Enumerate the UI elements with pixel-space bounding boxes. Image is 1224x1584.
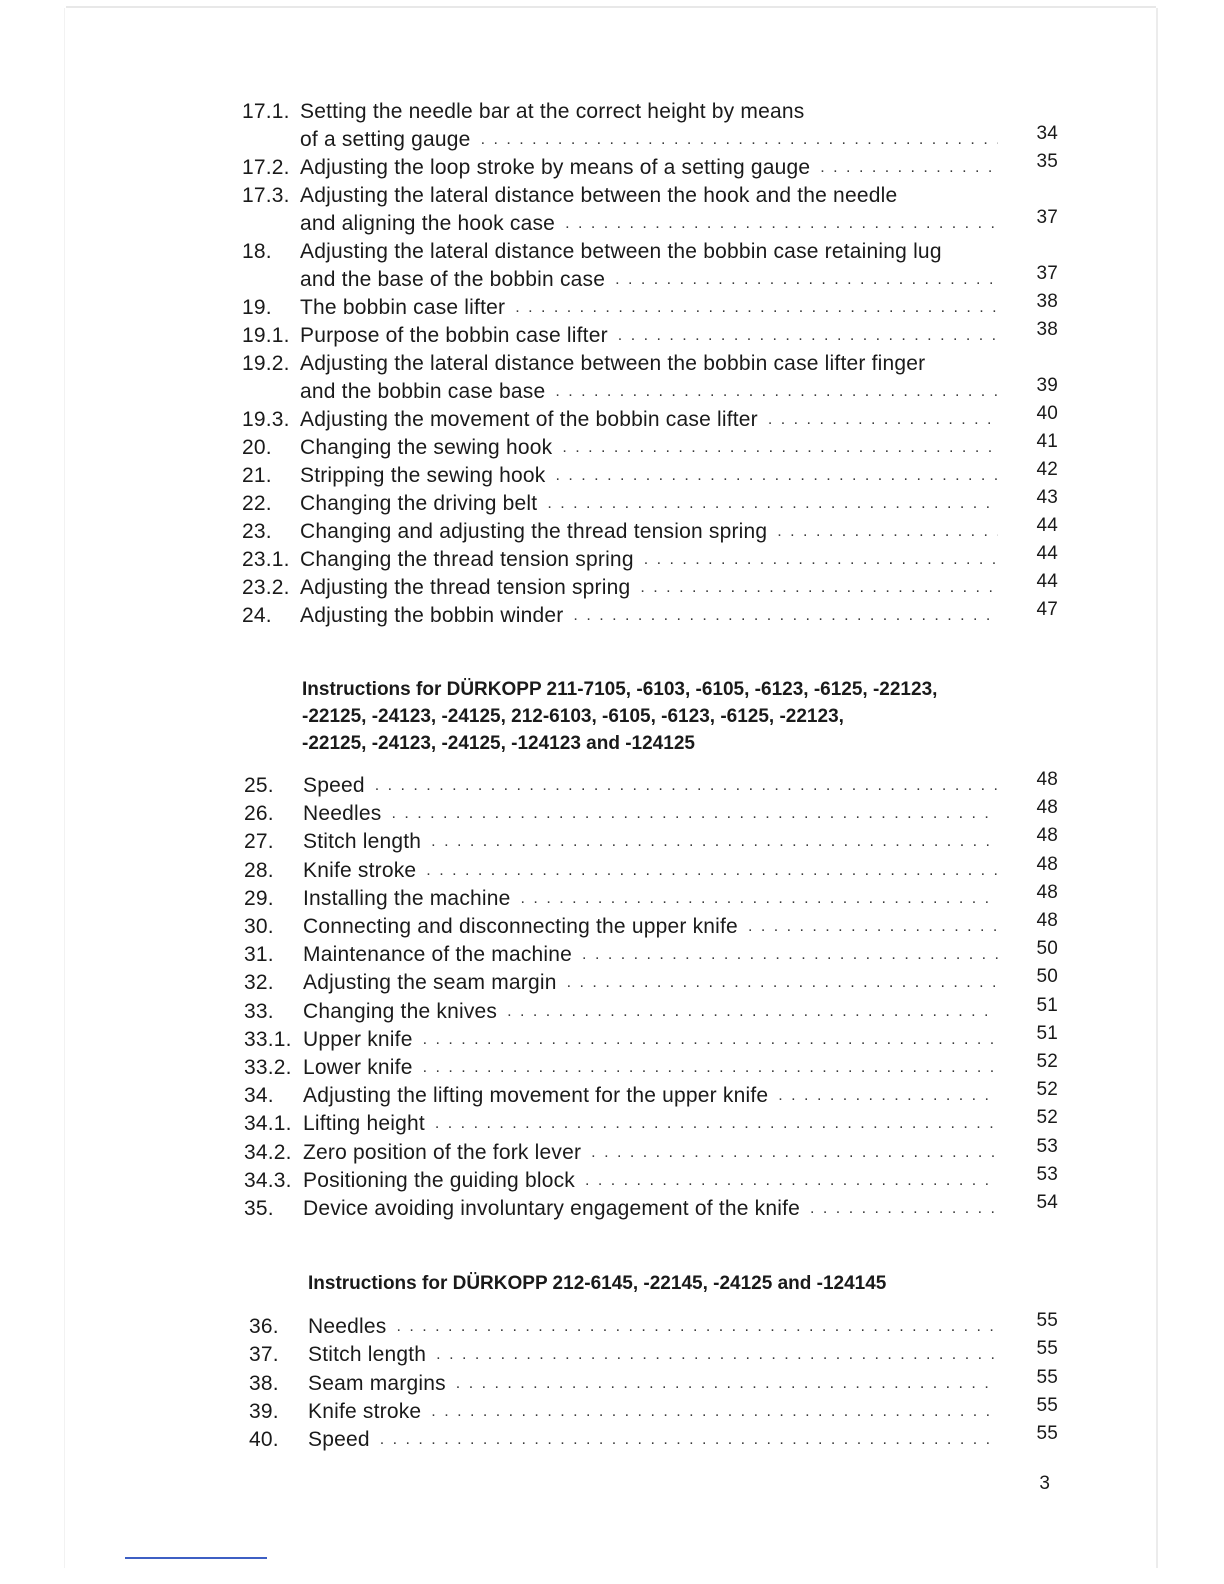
toc-entry-title: Device avoiding involuntary engagement of the knife [303, 1197, 801, 1220]
dot-leader [547, 490, 998, 518]
toc-entry-page: 37 [1036, 263, 1058, 284]
scan-edge-top [66, 6, 1156, 8]
dot-leader [618, 322, 998, 350]
toc-entry-page: 48 [1036, 910, 1058, 931]
toc-entry-number: 38. [249, 1371, 279, 1395]
toc-entry-page: 55 [1036, 1310, 1058, 1331]
toc-entry-number: 23.1. [242, 548, 290, 571]
dot-leader [423, 1026, 998, 1054]
toc-entry-page: 52 [1036, 1079, 1058, 1101]
toc-entry-page: 51 [1036, 1022, 1058, 1044]
toc-entry-page: 54 [1036, 1192, 1058, 1213]
toc-entry-number: 33.1. [244, 1027, 292, 1051]
toc-entry-page: 48 [1036, 769, 1058, 790]
toc-entry-title: Adjusting the lateral distance between the bobbin case lifter finger [300, 352, 926, 375]
toc-entry-page: 34 [1036, 123, 1058, 144]
toc-entry-page: 38 [1036, 319, 1058, 340]
dot-leader [431, 828, 998, 856]
toc-entry-title: of a setting gauge [300, 128, 471, 151]
toc-entry [0, 98, 1224, 151]
toc-entry [0, 319, 1224, 350]
toc-entry-title: Connecting and disconnecting the upper knife [303, 915, 738, 938]
dot-leader [380, 1426, 998, 1454]
toc-entry-number: 23.2. [242, 576, 290, 599]
toc-entry-page: 55 [1036, 1366, 1058, 1388]
dot-leader [591, 1139, 998, 1167]
toc-entry-title: Stripping the sewing hook [300, 464, 546, 487]
toc-entry-number: 24. [242, 604, 272, 627]
toc-entry-title: Adjusting the bobbin winder [300, 604, 564, 627]
toc-entry-page: 38 [1036, 291, 1058, 312]
toc-entry-number: 27. [244, 830, 274, 854]
dot-leader [810, 1195, 998, 1223]
toc-entry-number: 34.1. [244, 1112, 292, 1136]
dot-leader [391, 800, 998, 828]
section-heading-212-6145 [308, 1270, 1048, 1297]
toc-entry-page: 37 [1036, 207, 1058, 228]
dot-leader [565, 210, 998, 238]
dot-leader [573, 602, 998, 630]
toc-entry-title: Changing the sewing hook [300, 436, 553, 459]
toc-entry-number: 37. [249, 1343, 279, 1367]
dot-leader [436, 1341, 998, 1369]
toc-entry-number: 19. [242, 296, 272, 319]
toc-entry-page: 48 [1036, 825, 1058, 847]
toc-entry-number: 17.1. [242, 100, 290, 123]
toc-entry-page: 47 [1036, 599, 1058, 620]
toc-entry [0, 238, 1224, 291]
toc-entry-title: Changing the driving belt [300, 492, 538, 515]
toc-entry-title: Stitch length [308, 1343, 427, 1367]
dot-leader [562, 434, 998, 462]
toc-entry-page: 53 [1036, 1135, 1058, 1157]
toc-entry-number: 39. [249, 1399, 279, 1423]
dot-leader [423, 1054, 998, 1082]
toc-entry-page: 44 [1036, 543, 1058, 564]
dot-leader [644, 546, 998, 574]
toc-entry-title: Adjusting the lateral distance between the hook and the needle [300, 184, 898, 207]
toc-entry-title: Changing the knives [303, 999, 498, 1023]
heading-line: -22125, -24123, -24125, -124123 and -124125 [302, 733, 695, 754]
toc-entry-number: 21. [242, 464, 272, 487]
toc-entry-page: 55 [1036, 1423, 1058, 1445]
toc-entry-number: 18. [242, 240, 272, 263]
scan-edge-mark [125, 1557, 267, 1559]
heading-line: Instructions for DÜRKOPP 211-7105, -6103, -6105, -6123, -6125, -22123, [302, 679, 938, 700]
toc-entry-title: Purpose of the bobbin case lifter [300, 324, 608, 347]
toc-entry-number: 35. [244, 1197, 274, 1220]
toc-entry-page: 50 [1036, 938, 1058, 960]
toc-entry-number: 17.3. [242, 184, 290, 207]
dot-leader [521, 885, 998, 913]
toc-entry-title: Speed [303, 774, 365, 797]
toc-entry-page: 39 [1036, 375, 1058, 396]
toc-entry-page: 48 [1036, 797, 1058, 819]
toc-entry-title: Maintenance of the machine [303, 943, 573, 967]
dot-leader [585, 1167, 998, 1195]
toc-entry-page: 48 [1036, 853, 1058, 875]
dot-leader [555, 378, 998, 406]
toc-entry-title: and the bobbin case base [300, 380, 546, 403]
dot-leader [507, 998, 998, 1026]
toc-entry-title: Changing the thread tension spring [300, 548, 634, 571]
toc-entry-title: Needles [308, 1315, 387, 1338]
toc-entry [0, 151, 1224, 182]
toc-entry-number: 26. [244, 802, 274, 826]
dot-leader [556, 462, 999, 490]
toc-entry-title: Adjusting the lateral distance between the bobbin case retaining lug [300, 240, 942, 263]
toc-entry-title: Knife stroke [303, 858, 417, 882]
toc-entry-page: 55 [1036, 1338, 1058, 1360]
toc-entry-title: Lifting height [303, 1112, 425, 1136]
toc-entry-title: and aligning the hook case [300, 212, 556, 235]
dot-leader [748, 913, 998, 941]
toc-entry-title: Seam margins [308, 1371, 446, 1395]
toc-entry [0, 350, 1224, 403]
toc-entry-title: Adjusting the loop stroke by means of a setting gauge [300, 156, 811, 179]
dot-leader [640, 574, 998, 602]
toc-entry-page: 35 [1036, 151, 1058, 172]
toc-entry [0, 1192, 1224, 1223]
toc-entry-title: Zero position of the fork lever [303, 1140, 582, 1164]
toc-entry-title: Adjusting the movement of the bobbin case lifter [300, 408, 758, 431]
toc-entry [0, 182, 1224, 235]
toc-entry-number: 19.2. [242, 352, 290, 375]
section-heading-211-212 [302, 676, 1042, 757]
dot-leader [778, 1082, 998, 1110]
toc-entry-number: 34.2. [244, 1140, 292, 1164]
toc-entry-title: Installing the machine [303, 886, 511, 910]
toc-entry-number: 19.1. [242, 324, 290, 347]
toc-entry-page: 43 [1036, 487, 1058, 508]
toc-entry-page: 40 [1036, 403, 1058, 424]
dot-leader [777, 518, 998, 546]
dot-leader [567, 969, 998, 997]
toc-entry-page: 51 [1036, 994, 1058, 1016]
toc-entry-title: Speed [308, 1428, 370, 1452]
dot-leader [375, 772, 998, 800]
toc-entry-page: 52 [1036, 1107, 1058, 1129]
toc-entry-title: Setting the needle bar at the correct height by means [300, 100, 805, 123]
toc-entry-title: Knife stroke [308, 1399, 422, 1423]
toc-entry [0, 599, 1224, 630]
toc-entry-number: 23. [242, 520, 272, 543]
dot-leader [426, 857, 998, 885]
dot-leader [481, 126, 998, 154]
toc-entry-page: 53 [1036, 1163, 1058, 1185]
toc-entry-title: Stitch length [303, 830, 422, 854]
dot-leader [396, 1313, 998, 1341]
dot-leader [582, 941, 998, 969]
dot-leader [435, 1110, 998, 1138]
toc-entry-title: Adjusting the seam margin [303, 971, 557, 995]
toc-entry-number: 30. [244, 915, 274, 938]
dot-leader [820, 154, 998, 182]
toc-entry-number: 32. [244, 971, 274, 995]
toc-entry-number: 29. [244, 886, 274, 910]
toc-entry-title: Adjusting the lifting movement for the upper knife [303, 1084, 769, 1108]
dot-leader [431, 1398, 998, 1426]
toc-entry-title: Positioning the guiding block [303, 1168, 575, 1192]
dot-leader [615, 266, 998, 294]
toc-entry-title: Upper knife [303, 1027, 413, 1051]
toc-entry-title: Adjusting the thread tension spring [300, 576, 631, 599]
toc-entry-number: 28. [244, 858, 274, 882]
heading-line: Instructions for DÜRKOPP 212-6145, -22145, -24125 and -124145 [308, 1273, 887, 1294]
toc-entry-title: and the base of the bobbin case [300, 268, 606, 291]
toc-entry-number: 25. [244, 774, 274, 797]
toc-entry-page: 44 [1036, 515, 1058, 536]
toc-entry-title: Needles [303, 802, 382, 826]
toc-entry-number: 22. [242, 492, 272, 515]
toc-entry-page: 52 [1036, 1051, 1058, 1072]
toc-entry-number: 34.3. [244, 1168, 292, 1192]
toc-entry-number: 40. [249, 1428, 279, 1452]
toc-entry-page: 50 [1036, 966, 1058, 988]
page-number: 3 [1039, 1473, 1050, 1494]
toc-entry-number: 33.2. [244, 1056, 292, 1079]
toc-entry-number: 20. [242, 436, 272, 459]
toc-entry-page: 44 [1036, 571, 1058, 592]
toc-entry-number: 33. [244, 999, 274, 1023]
toc-entry-number: 17.2. [242, 156, 290, 179]
toc-entry-title: Lower knife [303, 1056, 413, 1079]
toc-entry-page: 55 [1036, 1394, 1058, 1416]
toc-entry-number: 31. [244, 943, 274, 967]
heading-line: -22125, -24123, -24125, 212-6103, -6105, -6123, -6125, -22123, [302, 706, 844, 727]
dot-leader [456, 1370, 998, 1398]
toc-entry-page: 48 [1036, 881, 1058, 903]
toc-entry-page: 41 [1036, 431, 1058, 452]
dot-leader [768, 406, 998, 434]
toc-entry-title: Changing and adjusting the thread tension spring [300, 520, 768, 543]
toc-entry-number: 34. [244, 1084, 274, 1108]
dot-leader [515, 294, 998, 322]
toc-entry [0, 1423, 1224, 1454]
toc-entry-number: 36. [249, 1315, 279, 1338]
toc-entry-page: 42 [1036, 459, 1058, 480]
toc-entry-title: The bobbin case lifter [300, 296, 506, 319]
toc-entry-number: 19.3. [242, 408, 290, 431]
